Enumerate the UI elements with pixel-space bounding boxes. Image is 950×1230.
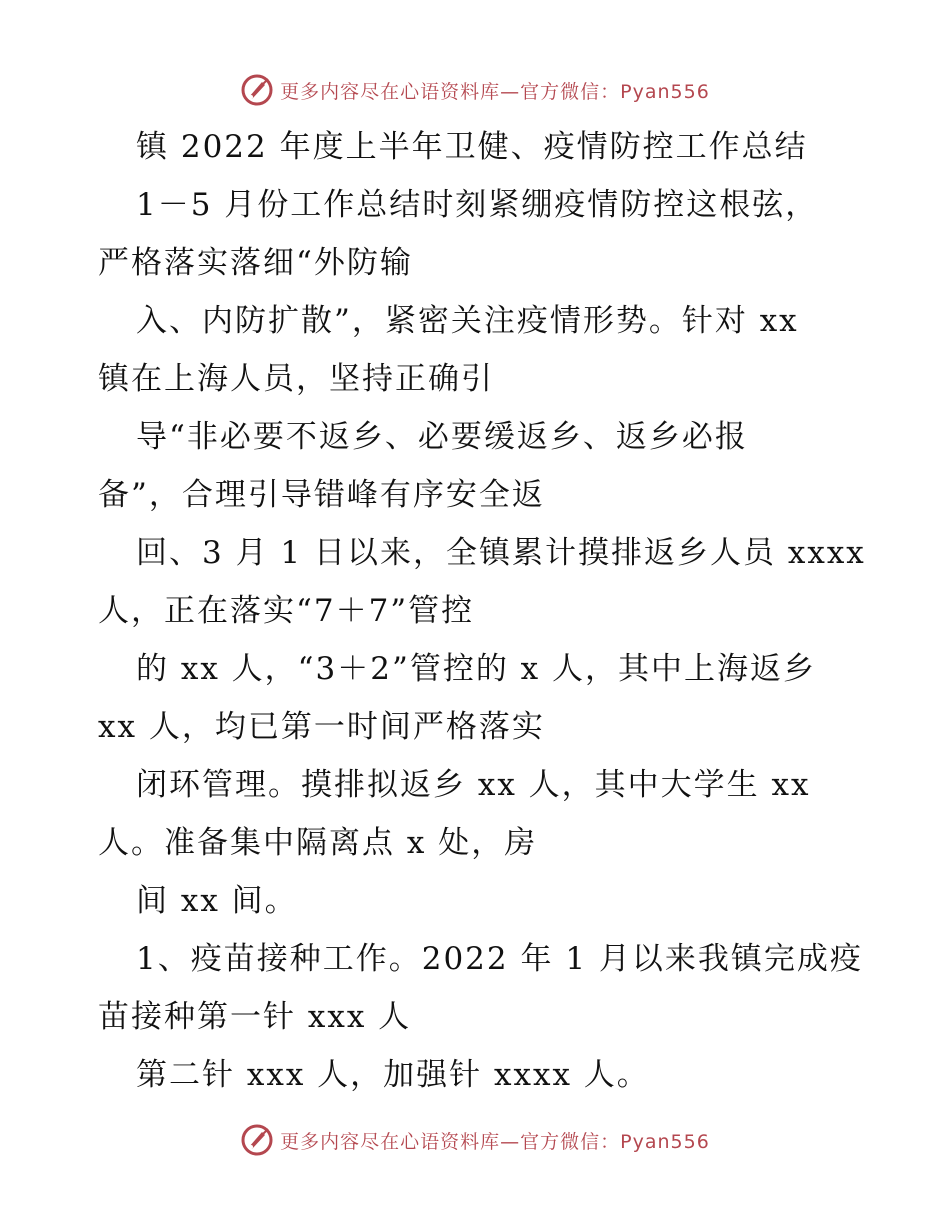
banner-text: 更多内容尽在心语资料库—官方微信：Pyan556 <box>280 1130 710 1153</box>
paragraph-line: 人。准备集中隔离点 x 处，房 <box>98 825 538 861</box>
paragraph-line: 的 xx 人，“3＋2”管控的 x 人，其中上海返乡 <box>136 651 817 687</box>
paragraph-line: 入、内防扩散”，紧密关注疫情形势。针对 xx <box>136 303 799 339</box>
paragraph-line: 闭环管理。摸排拟返乡 xx 人，其中大学生 xx <box>136 767 811 803</box>
paragraph-line: 间 xx 间。 <box>136 883 298 919</box>
document-body <box>98 118 866 1104</box>
paragraph-line: 第二针 xxx 人，加强针 xxxx 人。 <box>136 1057 650 1093</box>
quill-seal-icon <box>240 73 274 107</box>
paragraph-line: 1－5 月份工作总结时刻紧绷疫情防控这根弦， <box>136 187 819 223</box>
banner-text: 更多内容尽在心语资料库—官方微信：Pyan556 <box>280 80 710 103</box>
paragraph-line: xx 人，均已第一时间严格落实 <box>98 709 545 745</box>
paragraph-line: 1、疫苗接种工作。2022 年 1 月以来我镇完成疫 <box>136 941 863 977</box>
header-banner <box>0 70 950 110</box>
paragraph-line: 导“非必要不返乡、必要缓返乡、返乡必报 <box>136 419 748 455</box>
footer-banner <box>0 1120 950 1160</box>
paragraph-line: 苗接种第一针 xxx 人 <box>98 999 412 1035</box>
document-title: 镇 2022 年度上半年卫健、疫情防控工作总结 <box>136 129 808 165</box>
paragraph-line: 镇在上海人员，坚持正确引 <box>98 361 494 397</box>
paragraph-line: 人，正在落实“7＋7”管控 <box>98 593 475 629</box>
paragraph-line: 回、3 月 1 日以来，全镇累计摸排返乡人员 xxxx <box>136 535 866 571</box>
paragraph-line: 备”，合理引导错峰有序安全返 <box>98 477 545 513</box>
quill-seal-icon <box>240 1123 274 1157</box>
paragraph-line: 严格落实落细“外防输 <box>98 245 413 281</box>
